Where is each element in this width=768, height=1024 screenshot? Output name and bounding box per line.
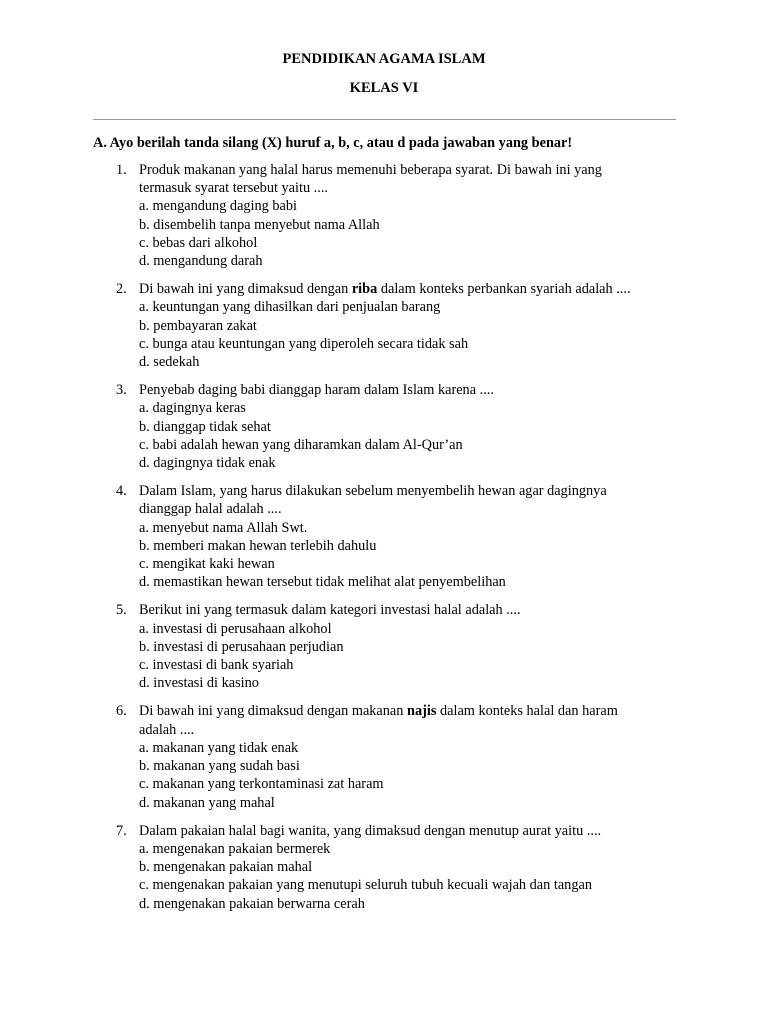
question-number: 7. [116, 822, 127, 839]
question-list [0, 161, 768, 923]
answer-option[interactable]: b. dianggap tidak sehat [139, 418, 271, 435]
section-instruction: A. Ayo berilah tanda silang (X) huruf a, b, c, atau d pada jawaban yang benar! [93, 135, 573, 151]
answer-option[interactable]: d. investasi di kasino [139, 675, 259, 692]
answer-option[interactable]: a. mengenakan pakaian bermerek [139, 840, 331, 857]
question-text-segment: Produk makanan yang halal harus memenuhi beberapa syarat. Di bawah ini yang termasuk syarat tersebut yaitu .... [139, 162, 602, 197]
question-keyword: najis [407, 703, 437, 720]
question-item [0, 702, 768, 811]
question-number: 4. [116, 483, 127, 500]
question-text [139, 482, 679, 518]
answer-option[interactable]: a. investasi di perusahaan alkohol [139, 620, 332, 637]
question-text-segment: dalam konteks perbankan syariah adalah .... [377, 281, 631, 298]
answer-option[interactable]: b. investasi di perusahaan perjudian [139, 638, 344, 655]
question-number: 3. [116, 382, 127, 399]
answer-option[interactable]: c. mengikat kaki hewan [139, 556, 275, 573]
question-keyword: riba [351, 281, 378, 298]
answer-option[interactable]: c. bebas dari alkohol [139, 234, 258, 251]
question-text-segment: Di bawah ini yang dimaksud dengan [139, 281, 352, 298]
question-item [0, 280, 768, 371]
answer-option[interactable]: b. memberi makan hewan terlebih dahulu [139, 537, 377, 554]
answer-option[interactable]: d. makanan yang mahal [139, 794, 275, 811]
question-number: 6. [116, 703, 127, 720]
question-number: 1. [116, 162, 127, 178]
question-item [0, 381, 768, 472]
question-text [139, 381, 679, 399]
question-item [0, 601, 768, 692]
question-number: 5. [116, 602, 127, 619]
answer-option[interactable]: d. sedekah [139, 354, 200, 371]
horizontal-divider [93, 119, 676, 120]
question-text [139, 601, 679, 619]
question-text-segment: Dalam Islam, yang harus dilakukan sebelum menyembelih hewan agar dagingnya dianggap halal adalah .... [139, 483, 607, 518]
question-text-segment: Dalam pakaian halal bagi wanita, yang dimaksud dengan menutup aurat yaitu .... [139, 822, 602, 839]
answer-option[interactable]: b. disembelih tanpa menyebut nama Allah [139, 216, 380, 233]
answer-option[interactable]: a. keuntungan yang dihasilkan dari penjualan barang [139, 299, 441, 316]
answer-option[interactable]: d. memastikan hewan tersebut tidak melihat alat penyembelihan [139, 574, 506, 591]
question-text [139, 161, 679, 197]
answer-option[interactable]: d. dagingnya tidak enak [139, 455, 276, 472]
answer-option[interactable]: c. mengenakan pakaian yang menutupi seluruh tubuh kecuali wajah dan tangan [139, 877, 592, 894]
question-text-segment: dalam konteks halal dan haram adalah .... [139, 703, 618, 738]
question-item [0, 482, 768, 591]
question-item [0, 161, 768, 270]
answer-option[interactable]: c. investasi di bank syariah [139, 657, 294, 674]
question-text-segment: Berikut ini yang termasuk dalam kategori investasi halal adalah .... [139, 602, 521, 619]
answer-option[interactable]: d. mengenakan pakaian berwarna cerah [139, 895, 365, 912]
answer-option[interactable]: c. bunga atau keuntungan yang diperoleh secara tidak sah [139, 335, 469, 352]
answer-option[interactable]: c. makanan yang terkontaminasi zat haram [139, 776, 384, 793]
question-number: 2. [116, 281, 127, 298]
answer-option[interactable]: c. babi adalah hewan yang diharamkan dalam Al-Qur’an [139, 436, 463, 453]
answer-option[interactable]: b. makanan yang sudah basi [139, 758, 300, 775]
answer-option[interactable]: a. menyebut nama Allah Swt. [139, 519, 308, 536]
question-item [0, 822, 768, 913]
question-text [139, 280, 679, 298]
class-level: KELAS VI [349, 80, 419, 96]
question-text [139, 702, 679, 738]
answer-option[interactable]: a. makanan yang tidak enak [139, 739, 299, 756]
question-text [139, 822, 679, 840]
question-text-segment: Di bawah ini yang dimaksud dengan makanan [139, 703, 407, 720]
answer-option[interactable]: a. mengandung daging babi [139, 198, 298, 215]
answer-option[interactable]: b. pembayaran zakat [139, 317, 257, 334]
question-text-segment: Penyebab daging babi dianggap haram dalam Islam karena .... [139, 382, 494, 399]
answer-option[interactable]: a. dagingnya keras [139, 400, 246, 417]
answer-option[interactable]: d. mengandung darah [139, 253, 263, 270]
document-title: PENDIDIKAN AGAMA ISLAM [282, 51, 486, 67]
answer-option[interactable]: b. mengenakan pakaian mahal [139, 859, 313, 876]
